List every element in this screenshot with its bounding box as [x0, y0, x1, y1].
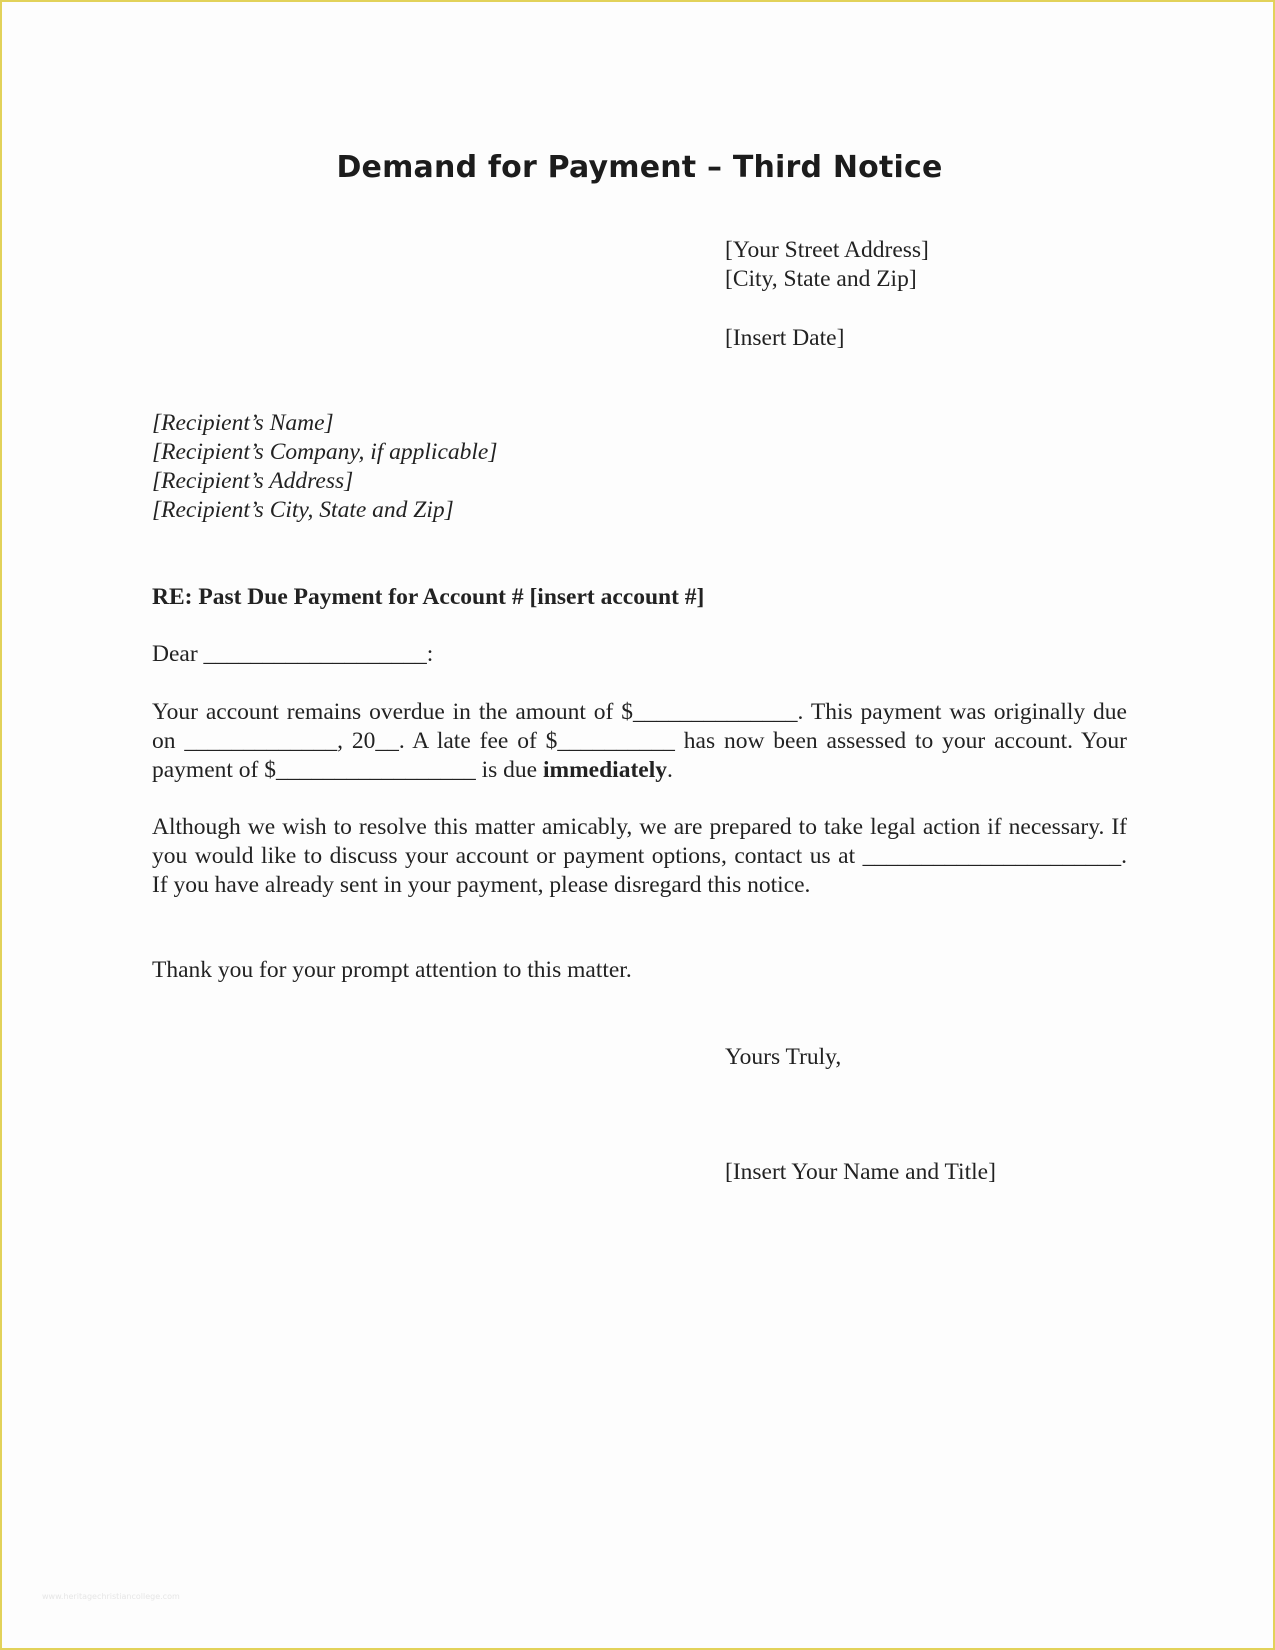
recipient-company: [Recipient’s Company, if applicable] — [152, 439, 498, 465]
sender-city-state-zip: [City, State and Zip] — [725, 266, 917, 292]
body-paragraph-1 — [152, 698, 1127, 785]
recipient-city-state-zip: [Recipient’s City, State and Zip] — [152, 497, 454, 523]
paragraph-1-text: Your account remains overdue in the amount of $______________. This payment was originally due on _____________, 20__. A late fee of $__________ has now been assessed to your account. Your payment of $_________________ is due — [152, 699, 1127, 783]
signature-line: [Insert Your Name and Title] — [725, 1159, 996, 1185]
closing: Yours Truly, — [725, 1044, 842, 1070]
watermark: www.heritagechristiancollege.com — [42, 1592, 180, 1601]
sender-address-block — [725, 236, 929, 294]
paragraph-1-emphasis: immediately — [542, 757, 667, 783]
body-paragraph-2: Although we wish to resolve this matter amicably, we are prepared to take legal action if necessary. If you would like to discuss your account or payment options, contact us at ______________________. If you have already sent in your payment, please disregard this notice. — [152, 814, 1127, 898]
letter-date: [Insert Date] — [725, 325, 845, 351]
sender-street: [Your Street Address] — [725, 237, 929, 263]
body-paragraph-3: Thank you for your prompt attention to this matter. — [152, 957, 632, 983]
paragraph-1-end: . — [666, 757, 673, 783]
document-title: Demand for Payment – Third Notice — [336, 150, 943, 185]
recipient-name: [Recipient’s Name] — [152, 410, 334, 436]
recipient-address-block — [152, 409, 498, 525]
subject-line: RE: Past Due Payment for Account # [insert account #] — [152, 584, 705, 610]
recipient-address: [Recipient’s Address] — [152, 468, 354, 494]
salutation: Dear ___________________: — [152, 641, 434, 667]
